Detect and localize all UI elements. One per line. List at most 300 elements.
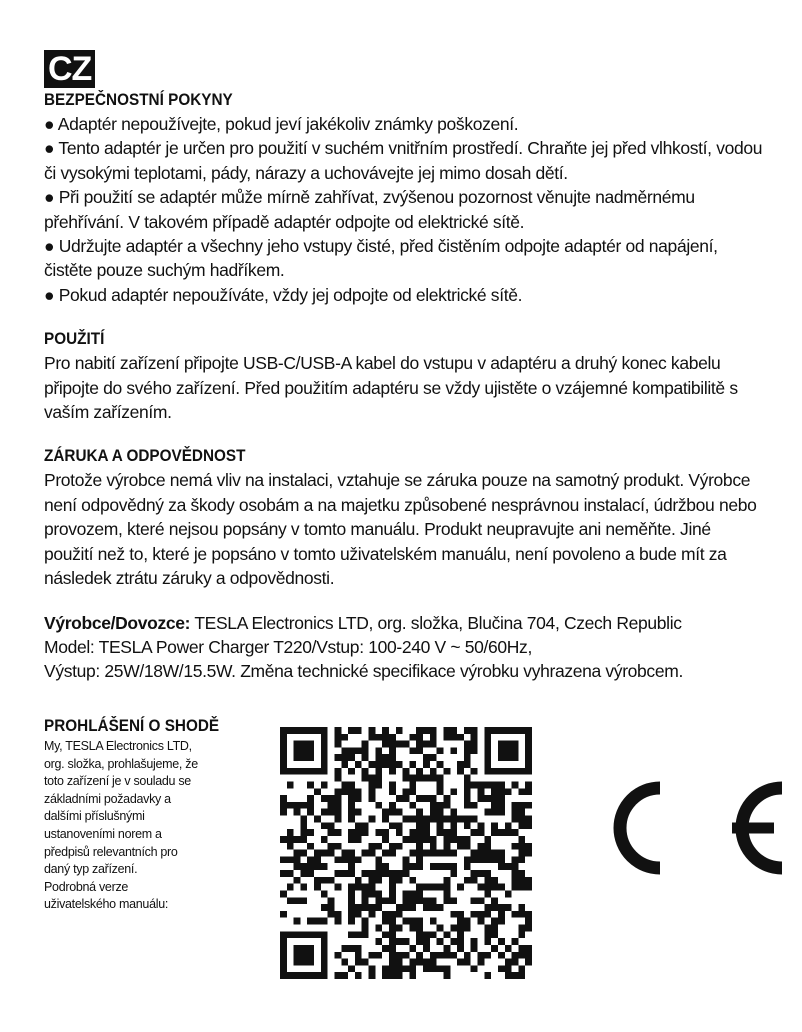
qr-module bbox=[498, 809, 505, 816]
qr-module bbox=[287, 829, 294, 836]
qr-module bbox=[484, 870, 491, 877]
qr-module bbox=[464, 856, 471, 863]
qr-module bbox=[403, 775, 410, 782]
qr-module bbox=[355, 952, 362, 959]
qr-module bbox=[443, 897, 450, 904]
qr-module bbox=[375, 775, 382, 782]
qr-module bbox=[430, 884, 437, 891]
qr-module bbox=[430, 816, 437, 823]
qr-module bbox=[280, 959, 287, 966]
qr-module bbox=[437, 788, 444, 795]
qr-module bbox=[443, 965, 450, 972]
qr-module bbox=[525, 952, 532, 959]
qr-module bbox=[484, 877, 491, 884]
qr-module bbox=[484, 795, 491, 802]
qr-module bbox=[334, 884, 341, 891]
qr-module bbox=[484, 904, 491, 911]
qr-module bbox=[389, 741, 396, 748]
qr-module bbox=[389, 754, 396, 761]
qr-module bbox=[450, 829, 457, 836]
qr-module bbox=[362, 931, 369, 938]
qr-module bbox=[464, 754, 471, 761]
qr-module bbox=[334, 734, 341, 741]
qr-module bbox=[294, 741, 301, 748]
qr-module bbox=[389, 781, 396, 788]
qr-module bbox=[430, 768, 437, 775]
qr-module bbox=[321, 850, 328, 857]
qr-module bbox=[280, 727, 287, 734]
qr-module bbox=[512, 809, 519, 816]
qr-module bbox=[464, 925, 471, 932]
qr-module bbox=[478, 918, 485, 925]
qr-module bbox=[464, 918, 471, 925]
qr-module bbox=[300, 822, 307, 829]
qr-module bbox=[300, 945, 307, 952]
qr-module bbox=[471, 850, 478, 857]
qr-module bbox=[389, 972, 396, 979]
qr-module bbox=[321, 727, 328, 734]
qr-module bbox=[307, 741, 314, 748]
qr-module bbox=[409, 904, 416, 911]
qr-module bbox=[409, 850, 416, 857]
qr-module bbox=[355, 788, 362, 795]
qr-module bbox=[443, 829, 450, 836]
qr-module bbox=[369, 850, 376, 857]
qr-module bbox=[389, 734, 396, 741]
qr-module bbox=[396, 938, 403, 945]
qr-module bbox=[491, 768, 498, 775]
warranty-text: Protože výrobce nemá vliv na instalaci, vztahuje se záruka pouze na samotný produkt. Výrobce není odpovědný za škody osobám a na majetku způsobené nesprávnou instalací, údržbou nebo provozem, které nejsou popsány v tomto manuálu. Produkt neupravujte ani neměňte. Jiné použití než to, které je popsáno v tomto uživatelském manuálu, není povoleno a bude mít za následek ztrátu záruky a odpovědnosti. bbox=[44, 470, 757, 589]
qr-module bbox=[403, 870, 410, 877]
qr-module bbox=[525, 822, 532, 829]
qr-module bbox=[443, 802, 450, 809]
qr-module bbox=[396, 972, 403, 979]
qr-module bbox=[321, 795, 328, 802]
qr-module bbox=[457, 918, 464, 925]
qr-module bbox=[416, 727, 423, 734]
qr-module bbox=[443, 931, 450, 938]
qr-module bbox=[355, 972, 362, 979]
qr-module bbox=[491, 925, 498, 932]
qr-module bbox=[430, 734, 437, 741]
qr-module bbox=[300, 727, 307, 734]
qr-module bbox=[294, 897, 301, 904]
qr-module bbox=[314, 918, 321, 925]
qr-module bbox=[409, 925, 416, 932]
qr-module bbox=[409, 836, 416, 843]
declaration-block bbox=[44, 714, 254, 914]
qr-module bbox=[341, 734, 348, 741]
qr-module bbox=[307, 972, 314, 979]
qr-module bbox=[321, 959, 328, 966]
qr-module bbox=[423, 959, 430, 966]
qr-module bbox=[389, 931, 396, 938]
qr-module bbox=[450, 734, 457, 741]
qr-module bbox=[403, 904, 410, 911]
qr-module bbox=[484, 747, 491, 754]
qr-module bbox=[484, 890, 491, 897]
qr-module bbox=[382, 911, 389, 918]
qr-module bbox=[423, 897, 430, 904]
safety-item: ● Adaptér nepoužívejte, pokud jeví jakékoliv známky poškození. bbox=[44, 114, 519, 134]
qr-module bbox=[484, 931, 491, 938]
qr-module bbox=[300, 741, 307, 748]
qr-module bbox=[416, 918, 423, 925]
qr-module bbox=[369, 877, 376, 884]
qr-module bbox=[416, 938, 423, 945]
qr-module bbox=[348, 836, 355, 843]
qr-module bbox=[355, 829, 362, 836]
model-line: Model: TESLA Power Charger T220/Vstup: 100-240 V ~ 50/60Hz, bbox=[44, 636, 532, 657]
qr-module bbox=[491, 781, 498, 788]
qr-module bbox=[423, 795, 430, 802]
qr-module bbox=[416, 829, 423, 836]
qr-module bbox=[505, 741, 512, 748]
qr-module bbox=[294, 952, 301, 959]
qr-module bbox=[389, 938, 396, 945]
qr-module bbox=[484, 727, 491, 734]
qr-module bbox=[307, 754, 314, 761]
qr-module bbox=[321, 781, 328, 788]
qr-module bbox=[518, 925, 525, 932]
qr-module bbox=[457, 945, 464, 952]
qr-module bbox=[512, 938, 519, 945]
qr-module bbox=[464, 761, 471, 768]
qr-module bbox=[403, 890, 410, 897]
qr-module bbox=[484, 856, 491, 863]
qr-module bbox=[409, 972, 416, 979]
qr-module bbox=[328, 809, 335, 816]
qr-module bbox=[328, 829, 335, 836]
qr-module bbox=[409, 918, 416, 925]
qr-module bbox=[471, 747, 478, 754]
qr-module bbox=[518, 788, 525, 795]
qr-module bbox=[314, 863, 321, 870]
usage-heading: POUŽITÍ bbox=[44, 329, 105, 349]
qr-module bbox=[457, 734, 464, 741]
qr-module bbox=[505, 822, 512, 829]
qr-module bbox=[416, 952, 423, 959]
qr-module bbox=[471, 802, 478, 809]
qr-module bbox=[334, 843, 341, 850]
qr-module bbox=[430, 727, 437, 734]
qr-module bbox=[416, 768, 423, 775]
qr-module bbox=[362, 925, 369, 932]
qr-module bbox=[375, 877, 382, 884]
qr-module bbox=[287, 843, 294, 850]
qr-module bbox=[321, 931, 328, 938]
qr-module bbox=[300, 816, 307, 823]
warranty-heading: ZÁRUKA A ODPOVĚDNOST bbox=[44, 446, 246, 466]
qr-module bbox=[348, 863, 355, 870]
qr-module bbox=[512, 959, 519, 966]
qr-module bbox=[294, 809, 301, 816]
qr-module bbox=[369, 911, 376, 918]
qr-module bbox=[375, 781, 382, 788]
usage-section bbox=[44, 327, 764, 424]
qr-module bbox=[355, 761, 362, 768]
qr-module bbox=[437, 925, 444, 932]
qr-module bbox=[280, 945, 287, 952]
qr-module bbox=[382, 727, 389, 734]
qr-module bbox=[525, 911, 532, 918]
qr-module bbox=[328, 911, 335, 918]
qr-module bbox=[334, 918, 341, 925]
qr-module bbox=[423, 938, 430, 945]
qr-module bbox=[498, 863, 505, 870]
qr-module bbox=[348, 890, 355, 897]
qr-module bbox=[525, 945, 532, 952]
qr-module bbox=[294, 768, 301, 775]
qr-module bbox=[334, 768, 341, 775]
qr-module bbox=[457, 816, 464, 823]
qr-module bbox=[416, 897, 423, 904]
qr-module bbox=[369, 843, 376, 850]
qr-module bbox=[409, 802, 416, 809]
qr-module bbox=[430, 952, 437, 959]
qr-module bbox=[321, 863, 328, 870]
qr-module bbox=[382, 850, 389, 857]
qr-module bbox=[355, 959, 362, 966]
qr-module bbox=[341, 747, 348, 754]
qr-module bbox=[396, 965, 403, 972]
qr-module bbox=[307, 768, 314, 775]
qr-module bbox=[307, 945, 314, 952]
qr-module bbox=[382, 945, 389, 952]
qr-module bbox=[362, 959, 369, 966]
qr-module bbox=[341, 945, 348, 952]
qr-module bbox=[498, 911, 505, 918]
qr-module bbox=[457, 768, 464, 775]
qr-module bbox=[484, 952, 491, 959]
qr-module bbox=[389, 918, 396, 925]
qr-module bbox=[369, 965, 376, 972]
qr-module bbox=[443, 795, 450, 802]
qr-module bbox=[498, 788, 505, 795]
qr-module bbox=[403, 795, 410, 802]
qr-module bbox=[443, 972, 450, 979]
qr-module bbox=[457, 931, 464, 938]
qr-module bbox=[423, 727, 430, 734]
qr-module bbox=[307, 829, 314, 836]
qr-module bbox=[375, 952, 382, 959]
qr-module bbox=[443, 836, 450, 843]
qr-module bbox=[443, 816, 450, 823]
qr-module bbox=[280, 809, 287, 816]
qr-module bbox=[478, 822, 485, 829]
qr-module bbox=[307, 931, 314, 938]
qr-module bbox=[375, 802, 382, 809]
qr-module bbox=[321, 965, 328, 972]
qr-module bbox=[505, 747, 512, 754]
qr-module bbox=[423, 931, 430, 938]
qr-module bbox=[430, 965, 437, 972]
qr-module bbox=[464, 802, 471, 809]
qr-module bbox=[464, 816, 471, 823]
qr-module bbox=[396, 809, 403, 816]
qr-module bbox=[525, 843, 532, 850]
qr-module bbox=[280, 741, 287, 748]
qr-module bbox=[307, 809, 314, 816]
qr-module bbox=[382, 897, 389, 904]
qr-module bbox=[382, 965, 389, 972]
qr-module bbox=[334, 952, 341, 959]
qr-module bbox=[505, 965, 512, 972]
qr-module bbox=[409, 829, 416, 836]
qr-code-icon[interactable] bbox=[280, 724, 532, 982]
qr-module bbox=[348, 727, 355, 734]
qr-module bbox=[437, 747, 444, 754]
qr-module bbox=[484, 836, 491, 843]
safety-item: ● Tento adaptér je určen pro použití v suchém vnitřním prostředí. Chraňte jej před vlhkostí, vodou či vysokými teplotami, pády, nárazy a uchovávejte jej mimo dosah dětí. bbox=[44, 138, 763, 183]
qr-module bbox=[321, 741, 328, 748]
qr-module bbox=[362, 890, 369, 897]
qr-module bbox=[348, 802, 355, 809]
qr-module bbox=[314, 856, 321, 863]
qr-module bbox=[471, 768, 478, 775]
qr-module bbox=[484, 761, 491, 768]
qr-module bbox=[280, 965, 287, 972]
qr-module bbox=[362, 904, 369, 911]
qr-module bbox=[294, 836, 301, 843]
qr-module bbox=[369, 795, 376, 802]
qr-module bbox=[491, 788, 498, 795]
qr-module bbox=[484, 972, 491, 979]
qr-module bbox=[314, 931, 321, 938]
qr-module bbox=[389, 761, 396, 768]
conformity-area bbox=[44, 714, 764, 984]
qr-module bbox=[396, 870, 403, 877]
qr-module bbox=[287, 884, 294, 891]
declaration-line: základními požadavky a bbox=[44, 791, 171, 806]
qr-module bbox=[505, 788, 512, 795]
qr-module bbox=[321, 938, 328, 945]
qr-module bbox=[300, 952, 307, 959]
qr-module bbox=[471, 727, 478, 734]
qr-module bbox=[491, 850, 498, 857]
qr-module bbox=[457, 884, 464, 891]
qr-module bbox=[525, 741, 532, 748]
qr-module bbox=[484, 925, 491, 932]
qr-module bbox=[437, 884, 444, 891]
qr-module bbox=[355, 822, 362, 829]
qr-module bbox=[389, 959, 396, 966]
qr-module bbox=[478, 870, 485, 877]
qr-module bbox=[396, 911, 403, 918]
warranty-section bbox=[44, 444, 764, 590]
qr-module bbox=[382, 870, 389, 877]
qr-module bbox=[498, 952, 505, 959]
qr-module bbox=[287, 768, 294, 775]
qr-module bbox=[355, 727, 362, 734]
qr-module bbox=[498, 856, 505, 863]
qr-module bbox=[437, 904, 444, 911]
qr-module bbox=[525, 925, 532, 932]
qr-module bbox=[437, 781, 444, 788]
qr-module bbox=[328, 822, 335, 829]
qr-module bbox=[375, 747, 382, 754]
qr-module bbox=[396, 843, 403, 850]
qr-module bbox=[328, 904, 335, 911]
qr-module bbox=[382, 931, 389, 938]
qr-module bbox=[484, 884, 491, 891]
qr-module bbox=[307, 918, 314, 925]
qr-module bbox=[471, 816, 478, 823]
qr-module bbox=[478, 850, 485, 857]
qr-module bbox=[512, 972, 519, 979]
qr-module bbox=[430, 931, 437, 938]
qr-module bbox=[484, 754, 491, 761]
qr-module bbox=[369, 884, 376, 891]
qr-module bbox=[430, 843, 437, 850]
qr-module bbox=[389, 897, 396, 904]
qr-module bbox=[389, 822, 396, 829]
qr-module bbox=[478, 856, 485, 863]
qr-module bbox=[525, 918, 532, 925]
manual-page bbox=[44, 50, 764, 684]
qr-module bbox=[478, 897, 485, 904]
qr-module bbox=[512, 802, 519, 809]
qr-module bbox=[478, 829, 485, 836]
qr-module bbox=[478, 781, 485, 788]
qr-module bbox=[396, 727, 403, 734]
qr-module bbox=[314, 972, 321, 979]
qr-module bbox=[498, 965, 505, 972]
qr-module bbox=[321, 836, 328, 843]
qr-module bbox=[416, 843, 423, 850]
qr-module bbox=[409, 734, 416, 741]
qr-module bbox=[450, 911, 457, 918]
qr-module bbox=[355, 877, 362, 884]
qr-module bbox=[518, 904, 525, 911]
qr-module bbox=[375, 754, 382, 761]
qr-module bbox=[307, 795, 314, 802]
qr-module bbox=[348, 965, 355, 972]
qr-module bbox=[348, 816, 355, 823]
qr-module bbox=[294, 747, 301, 754]
qr-module bbox=[403, 897, 410, 904]
qr-module bbox=[300, 802, 307, 809]
qr-module bbox=[423, 775, 430, 782]
qr-module bbox=[491, 727, 498, 734]
qr-module bbox=[389, 877, 396, 884]
qr-module bbox=[328, 795, 335, 802]
qr-module bbox=[443, 945, 450, 952]
qr-module bbox=[518, 850, 525, 857]
qr-module bbox=[280, 734, 287, 741]
qr-module bbox=[464, 788, 471, 795]
qr-module bbox=[443, 734, 450, 741]
qr-module bbox=[464, 877, 471, 884]
qr-module bbox=[484, 911, 491, 918]
qr-module bbox=[321, 972, 328, 979]
qr-module bbox=[437, 761, 444, 768]
qr-module bbox=[491, 877, 498, 884]
qr-module bbox=[430, 863, 437, 870]
qr-module bbox=[348, 856, 355, 863]
qr-module bbox=[307, 781, 314, 788]
qr-module bbox=[464, 863, 471, 870]
qr-module bbox=[471, 781, 478, 788]
qr-module bbox=[423, 850, 430, 857]
qr-module bbox=[382, 836, 389, 843]
qr-module bbox=[443, 768, 450, 775]
qr-module bbox=[396, 761, 403, 768]
qr-module bbox=[280, 802, 287, 809]
qr-module bbox=[375, 925, 382, 932]
qr-module bbox=[348, 945, 355, 952]
qr-module bbox=[450, 747, 457, 754]
